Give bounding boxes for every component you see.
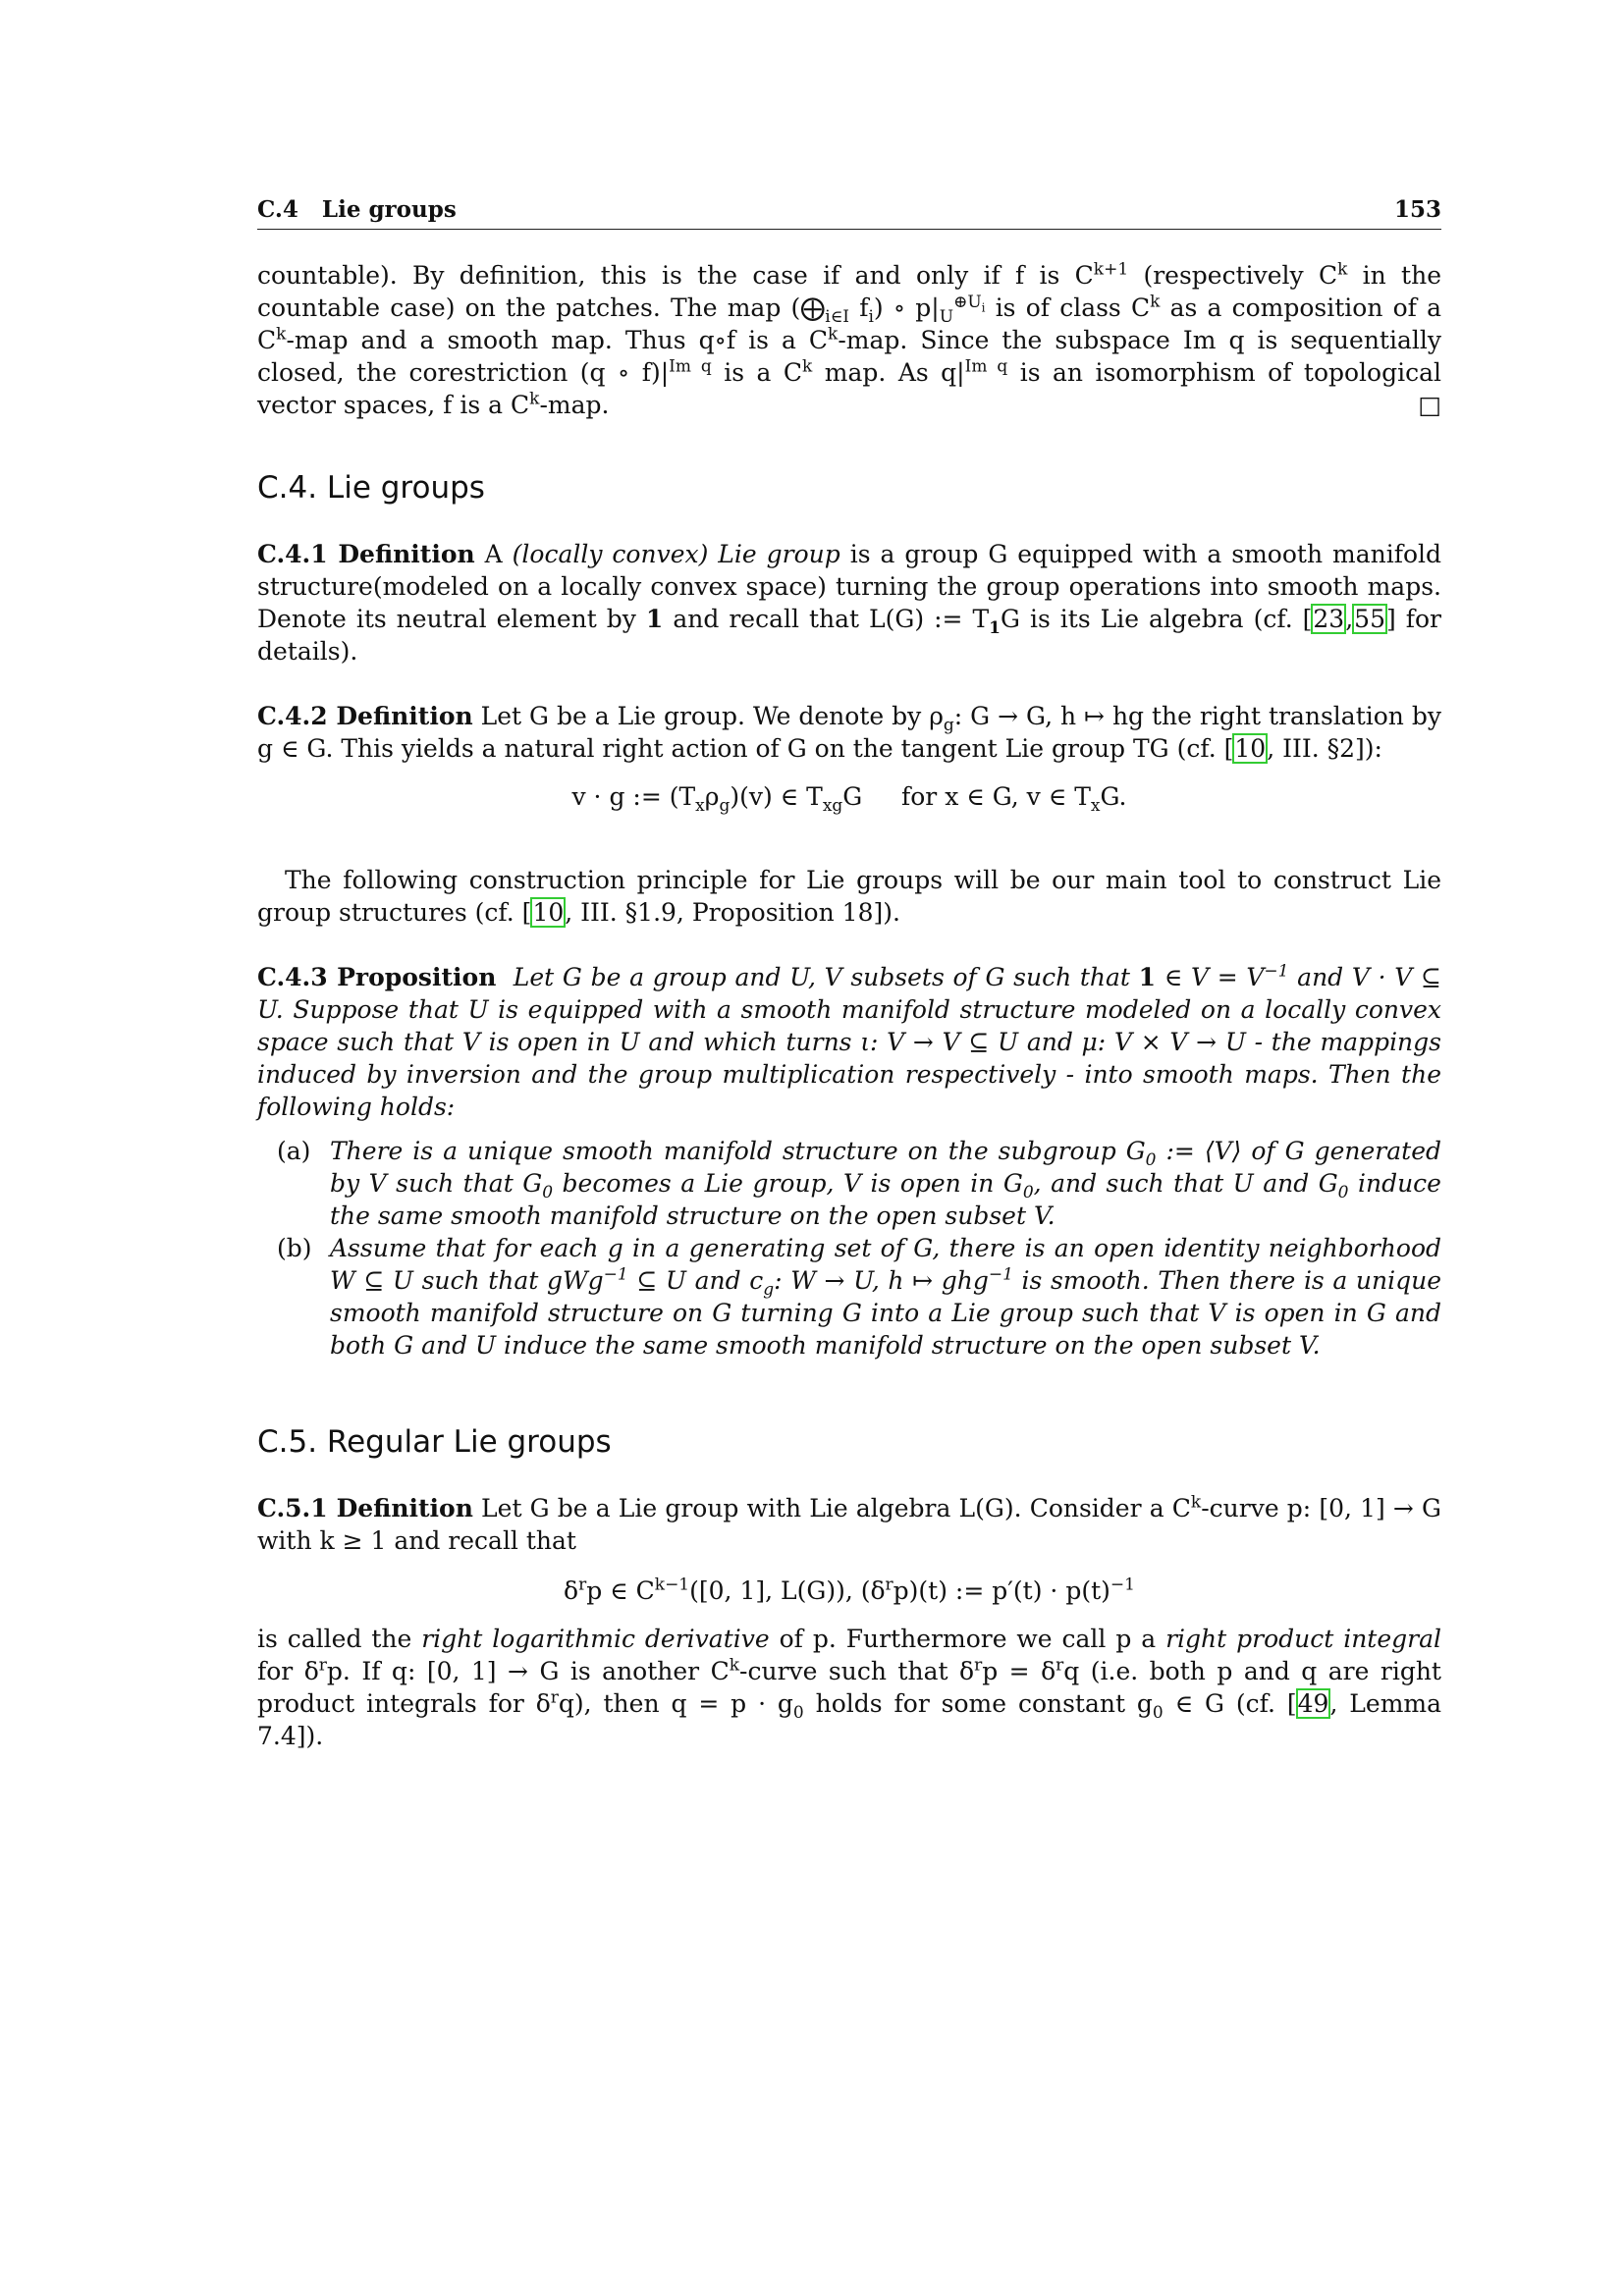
continuation-paragraph: countable). By definition, this is the case if and only if f is $C^{k+1}$ (respectively $C^k$ in the countable case) on the patches. The map ($⨁_{i\in I}$ $f_i$) ∘ $p|_U^{\oplus U_i}$ is of class $C^k$ as a composition of a $C^k$-map and a smooth map. Thus q∘f is a $C^k$-map. Since the subspace Im q is sequentially closed, the corestriction (q ∘ $f)|^{Im q}$ is a $C^k$ map. As $q|^{Im q}$ is an isomorphism of topological vector spaces, f is a $C^k$-map. □ bbox=[257, 259, 1442, 419]
definition-label: C.4.1 Definition bbox=[257, 540, 475, 568]
proposition-label: C.4.3 Proposition bbox=[257, 963, 497, 991]
section-heading-c5: C.5. Regular Lie groups bbox=[257, 1424, 612, 1460]
list-item: (a) There is a unique smooth manifold structure on the subgroup $G_0$ := ⟨V⟩ of G generated by V such that $G_0$ becomes a Lie group, V is open in $G_0$, and such that U and $G_0$ induce the same smooth manifold structure on the open subset V. bbox=[257, 1135, 1441, 1232]
definition-c42: C.4.2 Definition Let G be a Lie group. We denote by $\rho_g$: G → G, h ↦ hg the right translation by g ∈ G. This yields a natural right action of G on the tangent Lie group TG (cf. [10, III. §2]): bbox=[257, 702, 1441, 763]
construction-paragraph: The following construction principle for Lie groups will be our main tool to construct Lie group structures (cf. [10, III. §1.9, Proposition 18]). bbox=[257, 866, 1441, 927]
log-derivative-paragraph: is called the right logarithmic derivative of p. Furthermore we call p a right product integral for $\delta^rp$. If q: [0, 1] → G is another $C^k$-curve such that $\delta^rp = \delta^rq$ (i.e. both p and q are right product integrals for $\delta^rq$), then $q = p \cdot g_0$ holds for some constant $g_0$ ∈ G (cf. [49, Lemma 7.4]). bbox=[257, 1625, 1442, 1750]
page bbox=[257, 196, 1441, 1752]
qed-symbol: □ bbox=[1418, 391, 1441, 419]
item-label: (a) bbox=[277, 1137, 311, 1165]
proposition-c43: C.4.3 Proposition Let G be a group and U, V subsets of G such that 1 ∈ $V = V^{-1}$ and V · V ⊆ U. Suppose that U is equipped with a smooth manifold structure modeled on a locally convex space such that V is open in U and which turns ι: V → V ⊆ U and μ: V × V → U - the mappings induced by inversion and the group multiplication respectively - into smooth maps. Then the following holds: bbox=[257, 961, 1441, 1121]
citation-link[interactable]: 10 bbox=[532, 898, 565, 927]
running-header bbox=[257, 196, 1441, 230]
definition-c51: C.5.1 Definition Let G be a Lie group with Lie algebra L(G). Consider a $C^k$-curve p: [0, 1] → G with k ≥ 1 and recall that bbox=[257, 1492, 1441, 1555]
citation-link[interactable]: 49 bbox=[1297, 1689, 1329, 1718]
list-item: (b) Assume that for each g in a generating set of G, there is an open identity neighborhood W ⊆ U such that gWg$^{-1}$ ⊆ U and $c_g$: W → U, h ↦ ghg$^{-1}$ is smooth. Then there is a unique smooth manifold structure on G turning G into a Lie group such that V is open in G and both G and U induce the same smooth manifold structure on the open subset V. bbox=[257, 1232, 1441, 1362]
citation-link[interactable]: 55 bbox=[1354, 605, 1385, 633]
definition-label: C.5.1 Definition bbox=[257, 1494, 473, 1522]
definition-c41: C.4.1 Definition A (locally convex) Lie group is a group G equipped with a smooth manifold structure(modeled on a locally convex space) turning the group operations into smooth maps. Denote its neutral element by 1 and recall that L(G) := $T_1G$ is its Lie algebra (cf. [23,55] for details). bbox=[257, 540, 1442, 666]
citation-link[interactable]: 10 bbox=[1234, 734, 1267, 763]
display-equation-right-action: v · g := $(T_x\rho_g)(v)$ ∈ $T_{xg}G$ for x ∈ G, v ∈ $T_xG$. bbox=[571, 782, 1127, 816]
header-title: Lie groups bbox=[321, 196, 457, 223]
definition-label: C.4.2 Definition bbox=[257, 702, 473, 730]
display-equation-log-derivative: $\delta^rp$ ∈ $C^{k-1}([0$, 1], L(G)), $(\delta^rp)(t)$ := $p'(t) \cdot p(t)^{-1}$ bbox=[564, 1575, 1135, 1605]
page-number: 153 bbox=[1393, 196, 1441, 223]
citation-link[interactable]: 23 bbox=[1313, 605, 1345, 633]
proposition-items bbox=[257, 1135, 1441, 1362]
header-section: C.4 bbox=[257, 196, 298, 223]
section-heading-c4: C.4. Lie groups bbox=[257, 470, 485, 506]
header-left bbox=[257, 196, 457, 223]
item-label: (b) bbox=[277, 1234, 312, 1262]
